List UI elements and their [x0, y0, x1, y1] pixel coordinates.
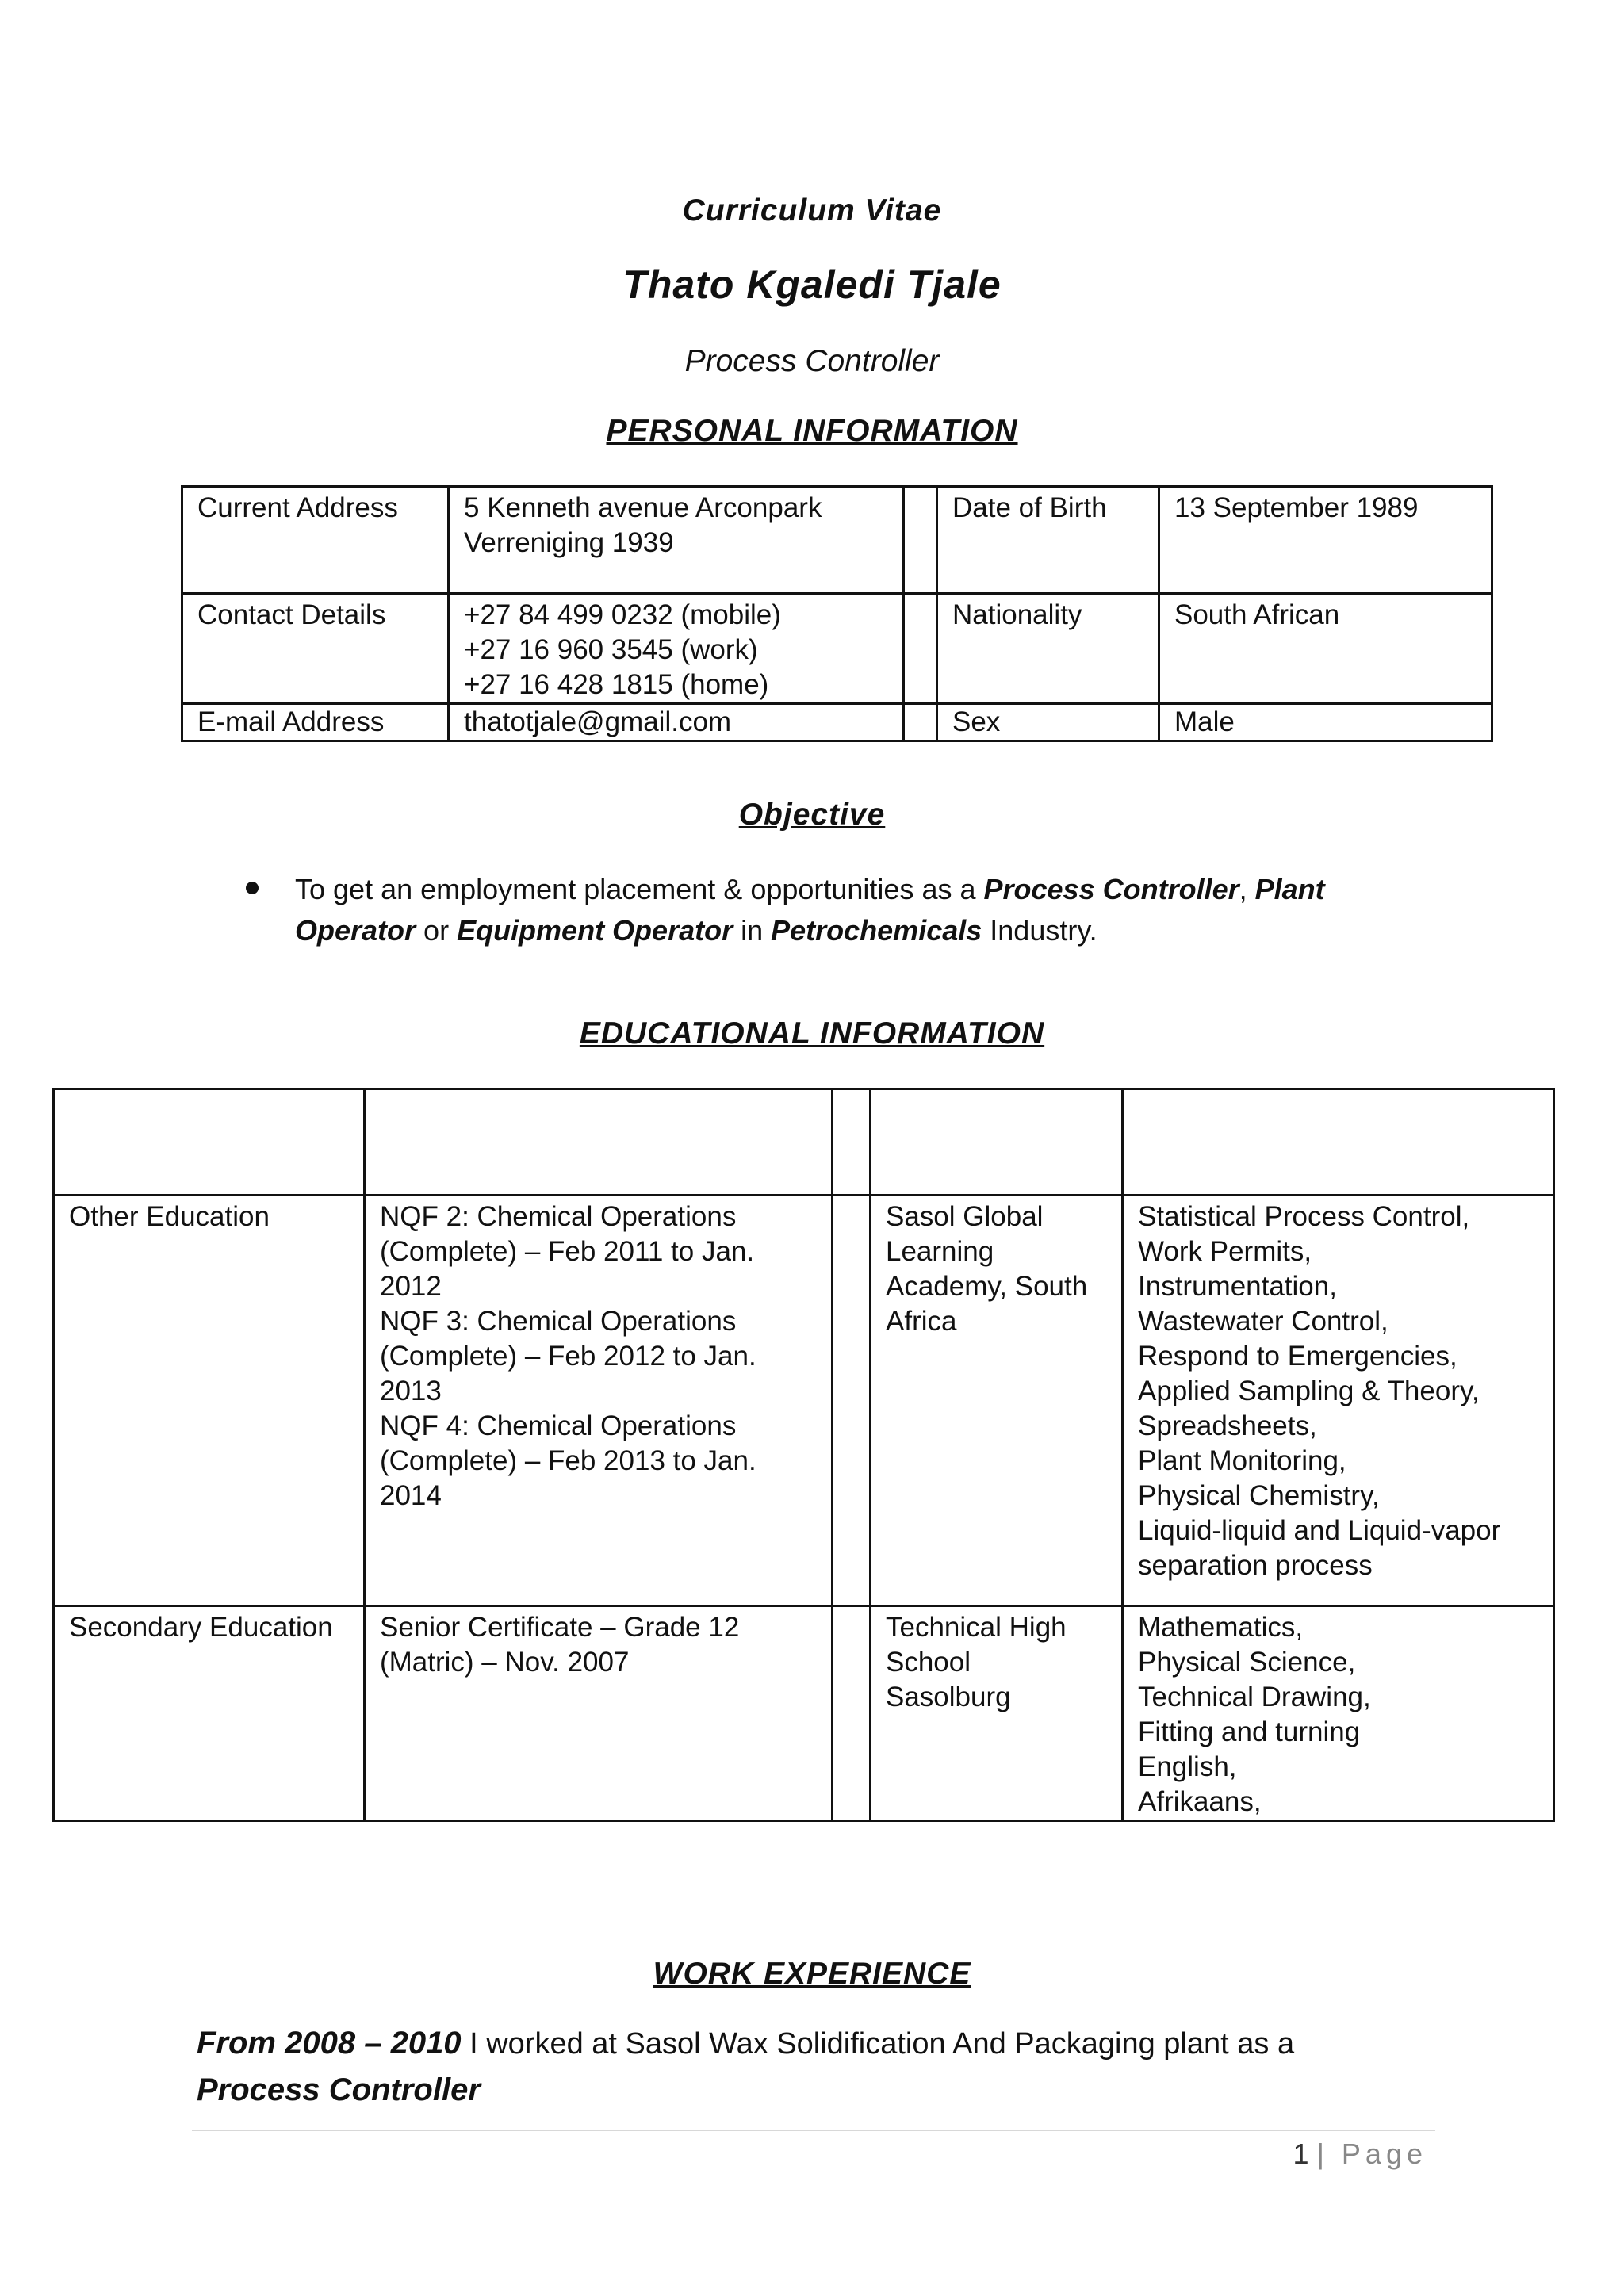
education-heading: EDUCATIONAL INFORMATION: [579, 1016, 1045, 1050]
empty-cell: [54, 1089, 365, 1196]
spacer-cell: [904, 487, 937, 594]
field-value: 13 September 1989: [1159, 487, 1492, 594]
qualification: NQF 2: Chemical Operations (Complete) – Feb 2011 to Jan. 2012 NQF 3: Chemical Operations (Complete) – Feb 2012 to Jan. 2013 NQF 4: Chemical Operations (Complete) – Feb 2013 to Jan. 2014: [365, 1196, 833, 1606]
education-table: [52, 1088, 1555, 1822]
work-text: I worked at Sasol Wax Solidification And Packaging plant as a: [461, 2027, 1295, 2061]
spacer-cell: [833, 1606, 871, 1821]
field-value: 5 Kenneth avenue Arconpark Verreniging 1939: [449, 487, 904, 594]
candidate-role: Process Controller: [684, 344, 940, 378]
table-row: [54, 1196, 1554, 1606]
education-level: Other Education: [54, 1196, 365, 1606]
personal-info-heading: PERSONAL INFORMATION: [606, 414, 1018, 448]
objective-text: To get an employment placement & opportunities as a Process Controller, Plant Operator or Equipment Operator in Petrochemicals Industry.: [295, 873, 1325, 947]
field-value: South African: [1159, 594, 1492, 704]
field-label: Contact Details: [182, 594, 449, 704]
empty-cell: [365, 1089, 833, 1196]
institution: Technical High School Sasolburg: [871, 1606, 1123, 1821]
work-heading: WORK EXPERIENCE: [653, 1957, 971, 1991]
work-period: From 2008 – 2010: [197, 2026, 462, 2061]
page-footer: [1269, 2137, 1427, 2171]
field-value: Male: [1159, 704, 1492, 741]
table-row: [182, 487, 1492, 594]
candidate-name: Thato Kgaledi Tjale: [622, 262, 1002, 307]
table-row: [54, 1606, 1554, 1821]
field-label: Sex: [937, 704, 1159, 741]
field-label: E-mail Address: [182, 704, 449, 741]
institution: Sasol Global Learning Academy, South Africa: [871, 1196, 1123, 1606]
empty-cell: [871, 1089, 1123, 1196]
spacer-cell: [833, 1196, 871, 1606]
education-level: Secondary Education: [54, 1606, 365, 1821]
field-label: Date of Birth: [937, 487, 1159, 594]
personal-info-table: [181, 485, 1493, 742]
footer-divider: [192, 2130, 1435, 2131]
field-label: Nationality: [937, 594, 1159, 704]
page-number: 1: [1293, 2137, 1309, 2170]
spacer-cell: [833, 1089, 871, 1196]
objective-heading: Objective: [738, 798, 886, 832]
spacer-cell: [904, 704, 937, 741]
subjects: Statistical Process Control, Work Permits, Instrumentation, Wastewater Control, Respond to Emergencies, Applied Sampling & Theory, Spreadsheets, Plant Monitoring, Physical Chemistry, Liquid-liquid and Liquid-vapor separation process: [1123, 1196, 1554, 1606]
subjects: Mathematics, Physical Science, Technical Drawing, Fitting and turning English, Afrikaans,: [1123, 1606, 1554, 1821]
field-label: Current Address: [182, 487, 449, 594]
table-row: [182, 704, 1492, 741]
spacer-cell: [904, 594, 937, 704]
table-row: [54, 1089, 1554, 1196]
document-title: Curriculum Vitae: [682, 193, 942, 228]
empty-cell: [1123, 1089, 1554, 1196]
email-value: thatotjale@gmail.com: [449, 704, 904, 741]
page-label: | Page: [1316, 2137, 1427, 2170]
field-value: +27 84 499 0232 (mobile) +27 16 960 3545 (work) +27 16 428 1815 (home): [449, 594, 904, 704]
work-position: Process Controller: [197, 2072, 481, 2107]
work-entry: [197, 2020, 1465, 2114]
bullet-icon: [246, 882, 259, 894]
table-row: [182, 594, 1492, 704]
qualification: Senior Certificate – Grade 12 (Matric) – Nov. 2007: [365, 1606, 833, 1821]
